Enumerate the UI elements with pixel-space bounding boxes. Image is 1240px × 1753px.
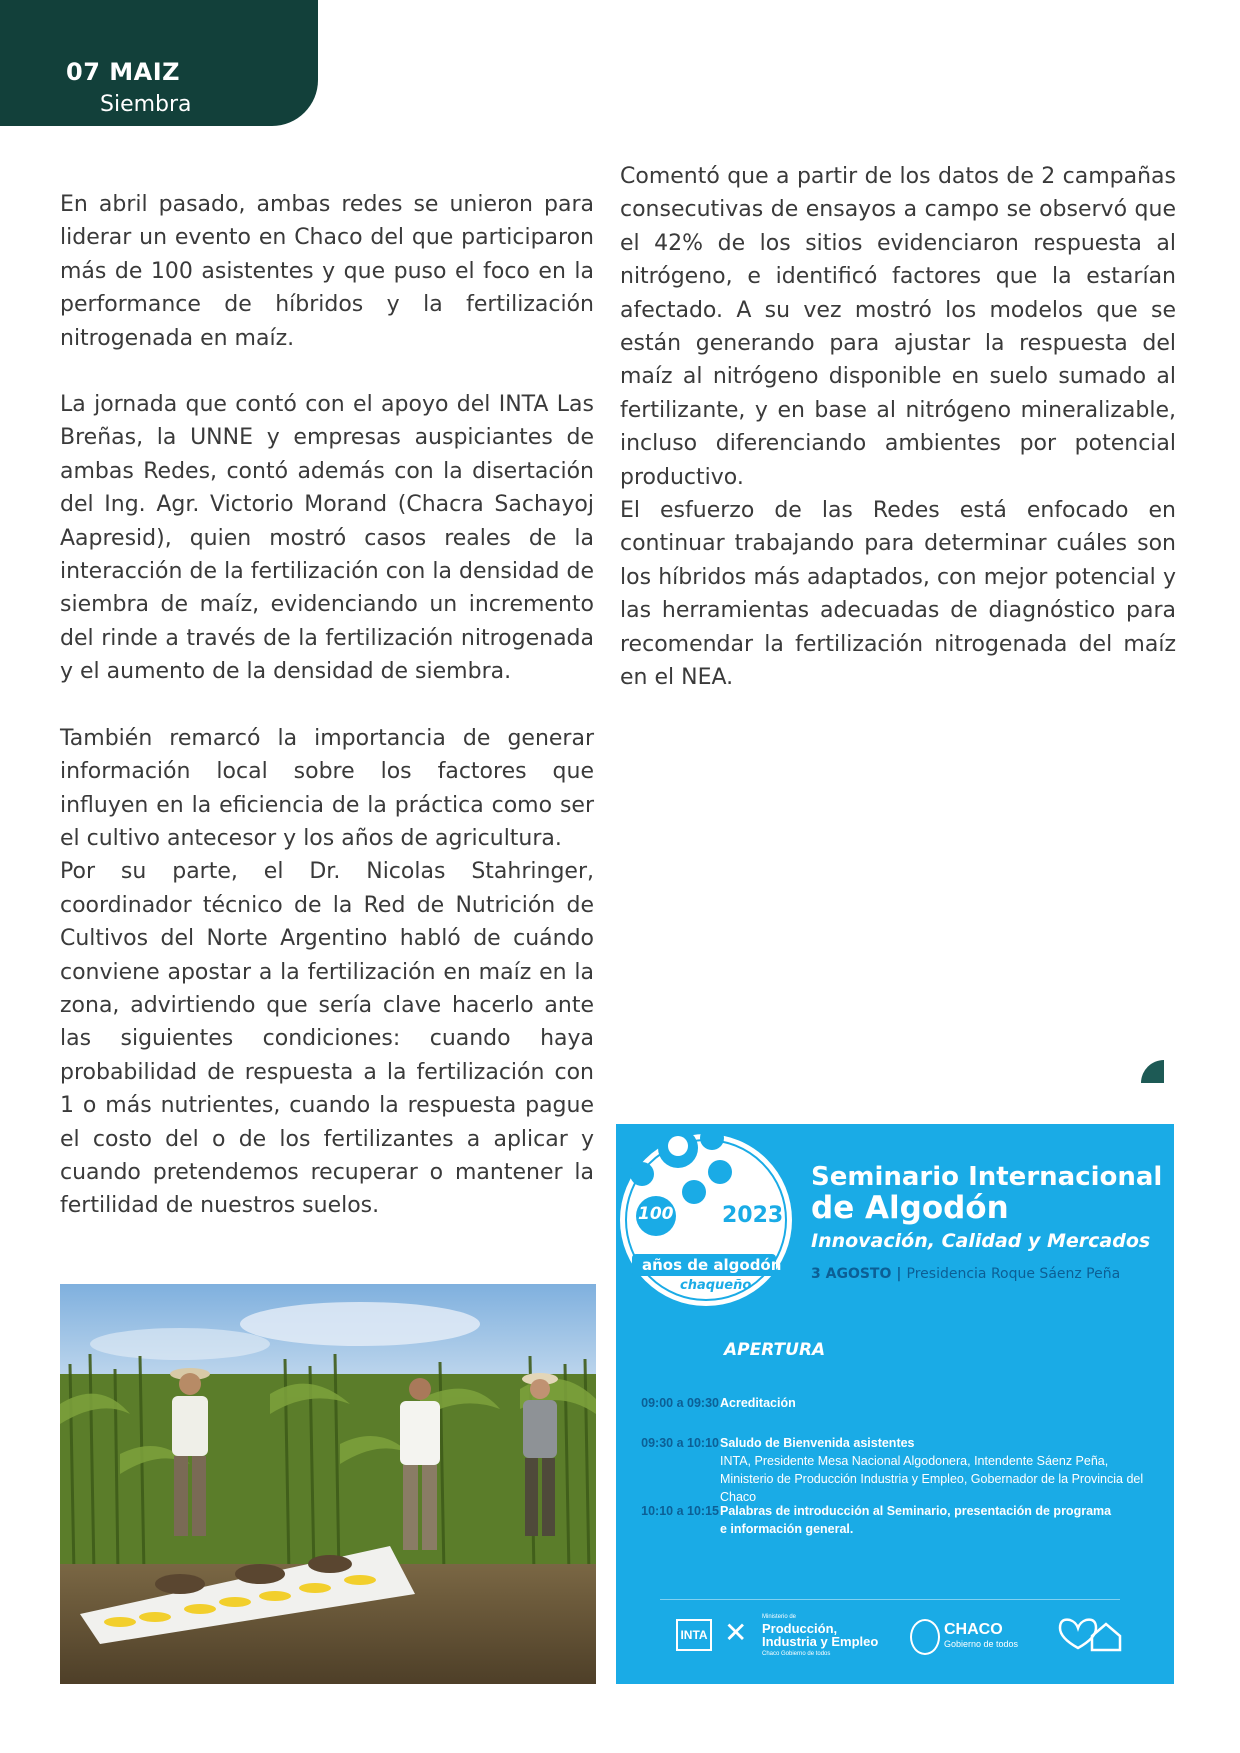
section-header-tab	[0, 0, 318, 126]
schedule-time: 09:00 a 09:30	[641, 1396, 719, 1410]
schedule-title: Palabras de introducción al Seminario, presentación de programa	[720, 1504, 1112, 1518]
corner-decoration	[1141, 1060, 1164, 1083]
heart-house-icon	[1054, 1614, 1124, 1654]
paragraph: El esfuerzo de las Redes está enfocado en continuar trabajando para determinar cuáles son los híbridos más adaptados, con mejor potencial y las herramientas adecuadas de diagnóstico para recomendar la fertilización nitrogenada del maíz en el NEA.	[620, 498, 1176, 691]
section-number: 07 MAIZ	[66, 58, 181, 86]
chaco-subtitle: Gobierno de todos	[944, 1639, 1019, 1649]
badge-label: años de algodón	[642, 1256, 782, 1274]
paragraph: Comentó que a partir de los datos de 2 campañas consecutivas de ensayos a campo se observó que el 42% de los sitios evidenciaron respuesta al nitrógeno, e identificó factores que la estarían afectado. A su vez mostró los modelos que se están generando para ajustar la respuesta del maíz al nitrógeno disponible en suelo sumado al fertilizante, y en base al nitrógeno mineralizable, incluso diferenciando ambientes por potencial productivo.	[620, 164, 1176, 490]
seminar-poster	[616, 1124, 1174, 1684]
poster-footer-divider	[660, 1599, 1120, 1600]
schedule-item	[720, 1502, 1111, 1538]
schedule-item	[720, 1394, 796, 1412]
schedule-item	[720, 1434, 1174, 1506]
schedule-detail: INTA, Presidente Mesa Nacional Algodonera, Intendente Sáenz Peña,	[720, 1454, 1109, 1468]
ministerio-name	[762, 1622, 878, 1648]
badge-number: 100	[638, 1204, 674, 1224]
paragraph: También remarcó la importancia de generar información local sobre los factores que influyen en la eficiencia de la práctica como ser el cultivo antecesor y los años de agricultura.	[60, 725, 594, 851]
badge-sub: chaqueño	[680, 1278, 752, 1293]
article-left-column	[60, 188, 594, 1223]
article-right-column	[620, 160, 1176, 695]
ministerio-line2: Industria y Empleo	[762, 1634, 879, 1649]
poster-date: 3 AGOSTO	[811, 1266, 892, 1282]
cross-icon: ✕	[724, 1616, 748, 1649]
poster-title-line1: Seminario Internacional	[811, 1162, 1163, 1192]
ministerio-line1: Producción,	[762, 1621, 838, 1636]
ministerio-foot: Chaco Gobierno de todos	[762, 1651, 831, 1657]
schedule-row	[616, 1502, 1174, 1542]
poster-section-heading: APERTURA	[724, 1340, 826, 1360]
schedule-row	[616, 1434, 1174, 1504]
poster-date-separator: |	[896, 1266, 902, 1282]
ministerio-small: Ministerio de	[762, 1614, 797, 1620]
paragraph: La jornada que contó con el apoyo del INTA Las Breñas, la UNNE y empresas auspiciantes de ambas Redes, contó además con la disertación del Ing. Agr. Victorio Morand (Chacra Sachayoj Aapresid), quien mostró casos reales de la interacción de la fertilización con la densidad de siembra de maíz, evidenciando un incremento del rinde a través de la fertilización nitrogenada y el aumento de la densidad de siembra.	[60, 392, 594, 685]
schedule-detail: Ministerio de Producción Industria y Empleo, Gobernador de la Provincia del Chaco	[720, 1472, 1144, 1504]
schedule-title: Saludo de Bienvenida asistentes	[720, 1436, 915, 1450]
schedule-time: 09:30 a 10:10	[641, 1436, 719, 1450]
schedule-detail: e información general.	[720, 1522, 854, 1536]
poster-date-line	[811, 1266, 1120, 1282]
paragraph: En abril pasado, ambas redes se unieron para liderar un evento en Chaco del que participaron más de 100 asistentes y que puso el foco en la performance de híbridos y la fertilización nitrogenada en maíz.	[60, 192, 594, 351]
schedule-title: Acreditación	[720, 1396, 796, 1410]
province-seal-icon	[910, 1619, 940, 1655]
section-subtitle: Siembra	[100, 92, 192, 117]
inta-logo: INTA	[676, 1619, 712, 1651]
field-photo-illustration	[60, 1284, 596, 1684]
poster-title-line2: de Algodón	[811, 1190, 1009, 1226]
chaco-logo: CHACO	[944, 1621, 1003, 1638]
paragraph: Por su parte, el Dr. Nicolas Stahringer, coordinador técnico de la Red de Nutrición de Cultivos del Norte Argentino habló de cuándo conviene apostar a la fertilización en maíz en la zona, advirtiendo que sería clave hacerlo ante las siguientes condiciones: cuando haya probabilidad de respuesta a la fertilización con 1 o más nutrientes, cuando la respuesta pague el costo del o de los fertilizantes a aplicar y cuando pretendemos recuperar o mantener la fertilidad de nuestros suelos.	[60, 859, 594, 1219]
poster-place: Presidencia Roque Sáenz Peña	[906, 1266, 1121, 1282]
badge-year: 2023	[722, 1203, 784, 1228]
schedule-time: 10:10 a 10:15	[641, 1504, 719, 1518]
poster-subtitle: Innovación, Calidad y Mercados	[811, 1230, 1151, 1252]
schedule-row	[616, 1394, 1174, 1414]
field-photo	[60, 1284, 596, 1684]
